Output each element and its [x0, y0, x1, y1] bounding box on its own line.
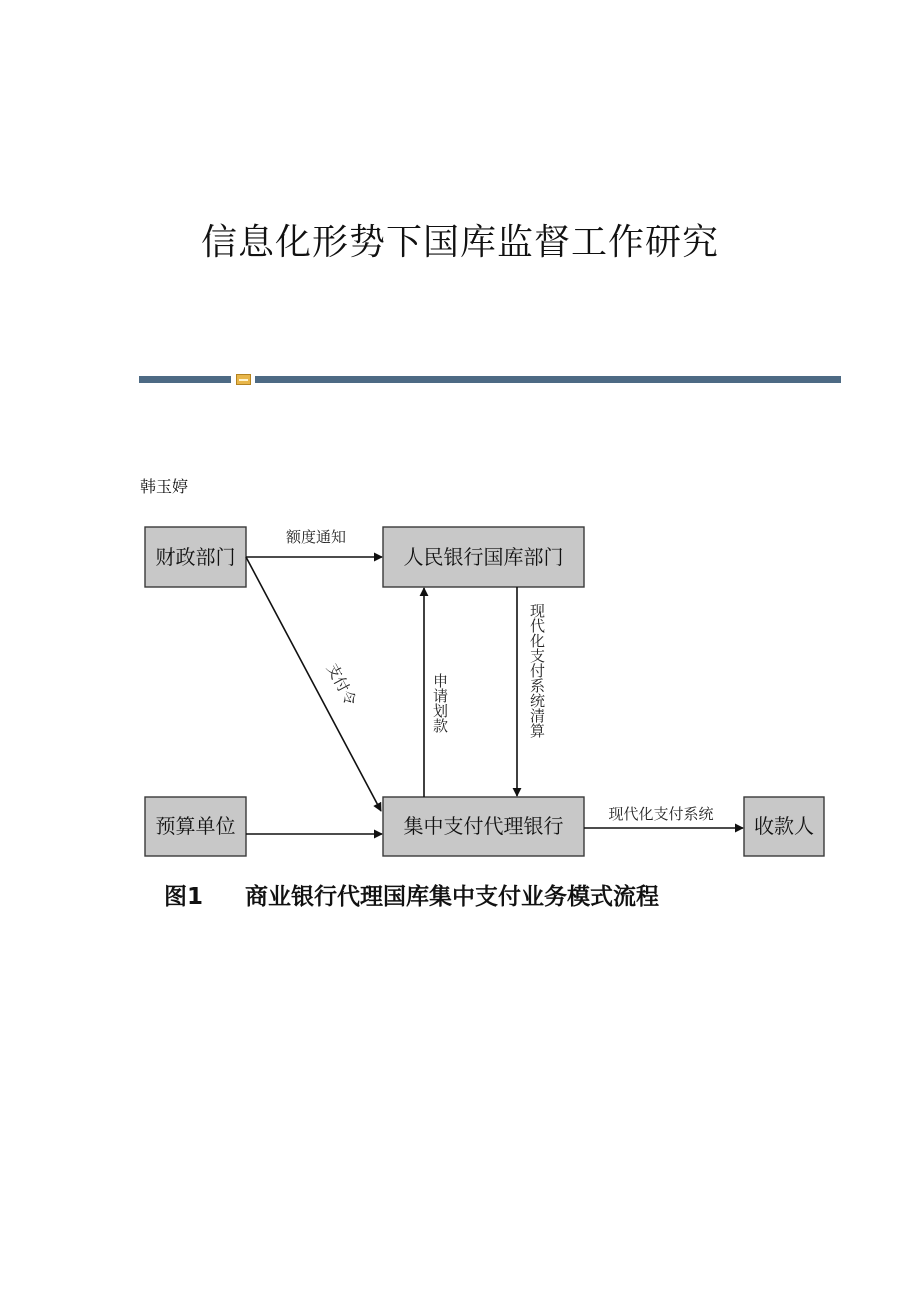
divider-bar-right — [255, 376, 841, 383]
figure-number: 图1 — [164, 884, 204, 910]
divider-emblem-icon — [236, 374, 251, 385]
node-budget-unit — [145, 797, 246, 856]
document-title: 信息化形势下国库监督工作研究 — [200, 222, 719, 263]
node-pboc-label: 人民银行国库部门 — [403, 545, 564, 569]
node-finance — [145, 527, 246, 587]
node-payee — [744, 797, 824, 856]
edge-quota-notice-label: 额度通知 — [285, 528, 347, 546]
figure-caption — [164, 878, 659, 911]
node-budget-unit-label: 预算单位 — [155, 814, 236, 838]
node-payee-label: 收款人 — [754, 814, 814, 838]
edge-payment-order — [246, 557, 381, 811]
node-finance-label: 财政部门 — [155, 545, 236, 569]
node-pboc — [383, 527, 584, 587]
edge-apply-transfer-label: 申请划款 — [431, 673, 449, 733]
node-agent-bank-label: 集中支付代理银行 — [403, 814, 564, 838]
divider-bar-left — [139, 376, 231, 383]
node-agent-bank — [383, 797, 584, 856]
figure-caption-text: 商业银行代理国库集中支付业务模式流程 — [245, 884, 660, 910]
flow-diagram — [130, 515, 840, 865]
edge-payment-order-label: 支付令 — [322, 660, 360, 709]
edge-payment-system-label: 现代化支付系统 — [608, 805, 714, 823]
edge-clearing-label: 现代化支付系统清算 — [528, 603, 546, 738]
title-divider — [139, 375, 841, 384]
author-name: 韩玉婷 — [140, 477, 189, 496]
